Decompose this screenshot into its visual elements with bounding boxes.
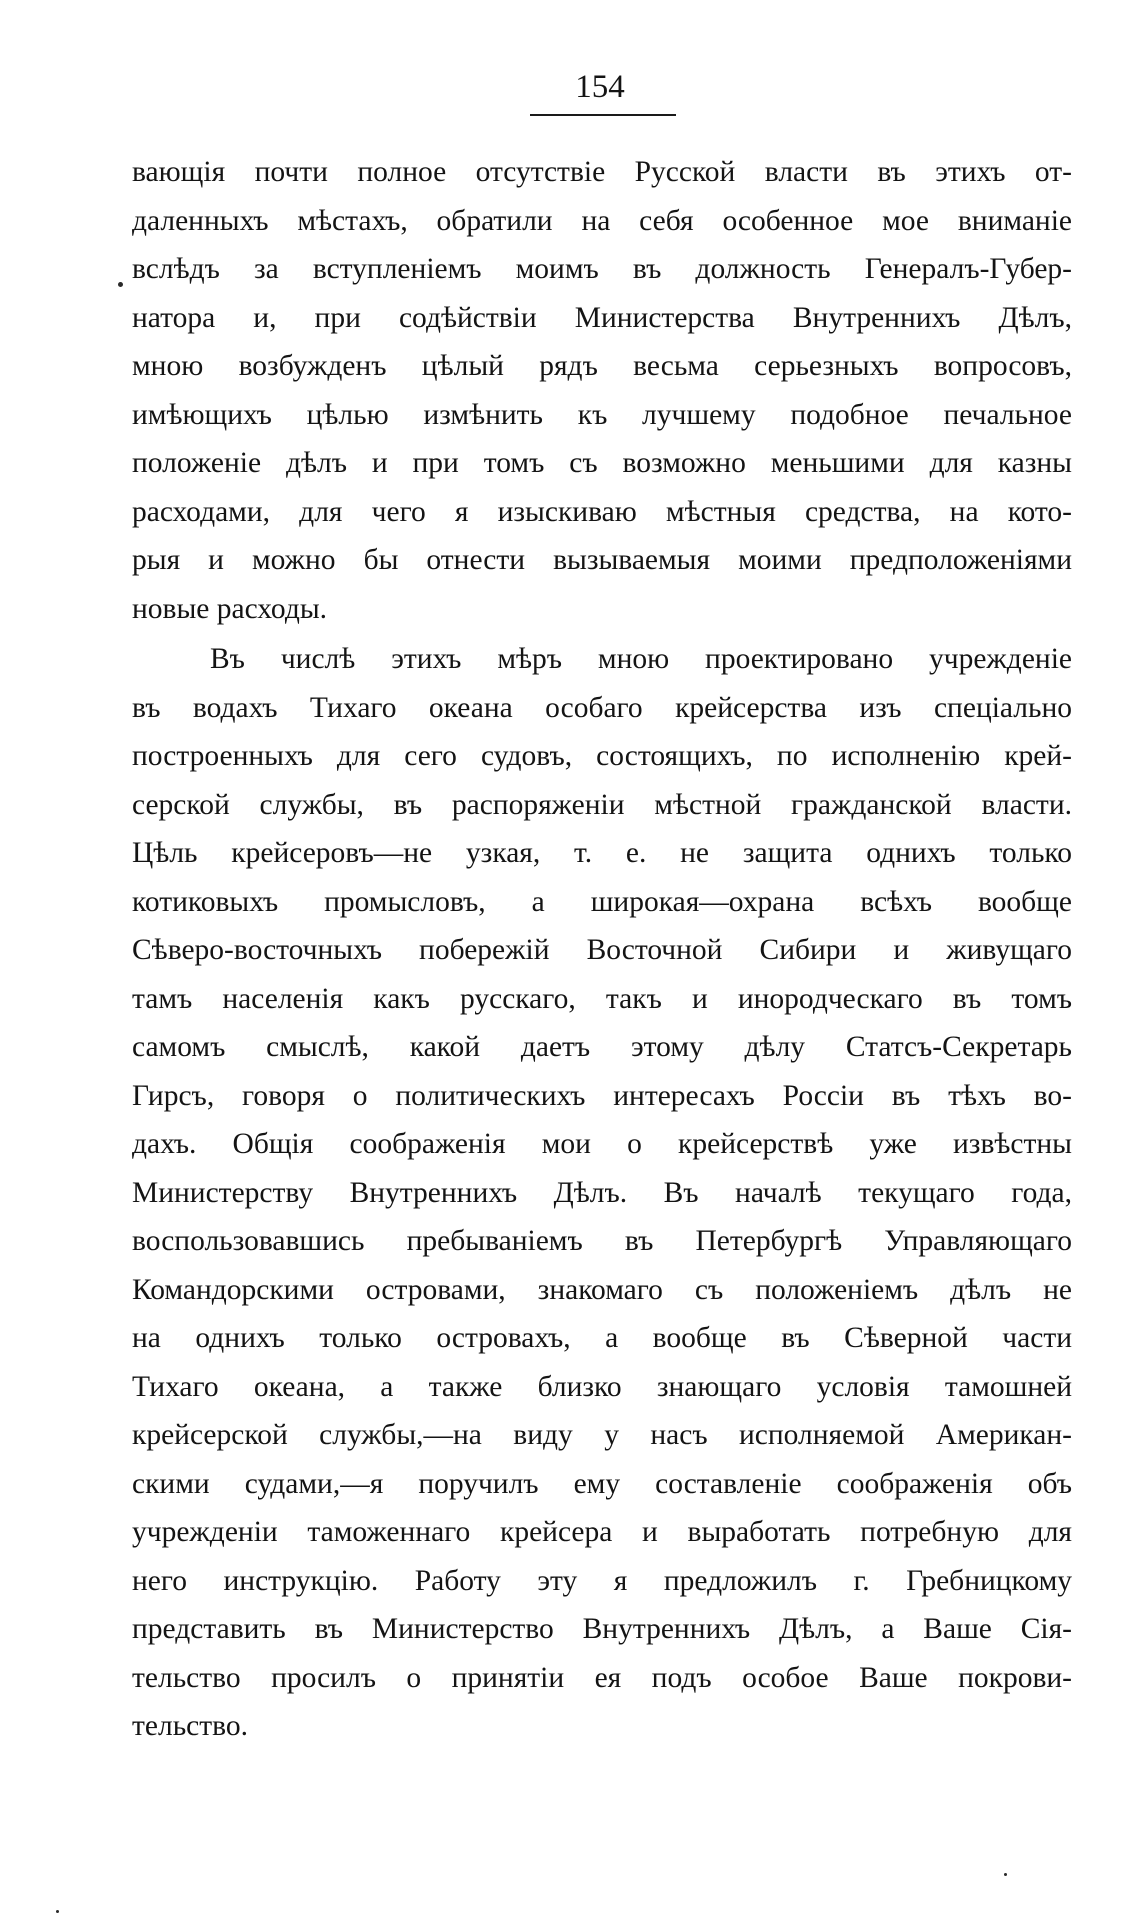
text-line: Цѣль крейсеровъ—не узкая, т. е. не защита однихъ только [132, 837, 1072, 869]
text-line: имѣющихъ цѣлью измѣнить къ лучшему подобное печальное [132, 398, 1072, 431]
text-line: въ водахъ Тихаго океана особаго крейсерства изъ спеціально [132, 691, 1072, 724]
scan-speck [118, 282, 123, 287]
header-rule [530, 114, 676, 116]
paragraph-1 [132, 148, 1072, 633]
text-line: построенныхъ для сего судовъ, состоящихъ, по исполненію крей- [132, 740, 1072, 772]
scan-speck [56, 1910, 59, 1913]
text-line: вслѣдъ за вступленіемъ моимъ въ должность Генералъ-Губер- [132, 253, 1072, 285]
text-line: скими судами,—я поручилъ ему составленіе соображенія объ [132, 1467, 1072, 1500]
text-line: котиковыхъ промысловъ, а широкая—охрана всѣхъ вообще [132, 885, 1072, 918]
text-line: тамъ населенія какъ русскаго, такъ и инородческаго въ томъ [132, 982, 1072, 1015]
text-line: даленныхъ мѣстахъ, обратили на себя особенное мое вниманіе [132, 204, 1072, 237]
scan-speck [1004, 1873, 1007, 1876]
paragraph-2 [132, 635, 1072, 1751]
text-line: расходами, для чего я изыскиваю мѣстныя средства, на кото- [132, 495, 1072, 528]
text-line: самомъ смыслѣ, какой даетъ этому дѣлу Статсъ-Секретарь [132, 1031, 1072, 1063]
text-line: натора и, при содѣйствіи Министерства Внутреннихъ Дѣлъ, [132, 301, 1072, 334]
text-body [132, 148, 1072, 1751]
text-line: тельство. [132, 1710, 248, 1742]
text-line: Командорскими островами, знакомаго съ положеніемъ дѣлъ не [132, 1273, 1072, 1306]
text-line: положеніе дѣлъ и при томъ съ возможно меньшими для казны [132, 447, 1072, 479]
text-line: серской службы, въ распоряженіи мѣстной гражданской власти. [132, 788, 1072, 821]
text-line: дахъ. Общія соображенія мои о крейсерствѣ уже извѣстны [132, 1128, 1072, 1160]
text-line: рыя и можно бы отнести вызываемыя моими предположеніями [132, 544, 1072, 576]
text-line: представить въ Министерство Внутреннихъ Дѣлъ, а Ваше Сія- [132, 1613, 1072, 1645]
text-line: на однихъ только островахъ, а вообще въ Сѣверной части [132, 1322, 1072, 1354]
text-line: крейсерской службы,—на виду у насъ исполняемой Американ- [132, 1419, 1072, 1451]
text-line: мною возбужденъ цѣлый рядъ весьма серьезныхъ вопросовъ, [132, 350, 1072, 382]
text-line: новые расходы. [132, 592, 328, 625]
page-number: 154 [575, 69, 625, 105]
text-line: Сѣверо-восточныхъ побережій Восточной Сибири и живущаго [132, 934, 1072, 966]
text-line: Въ числѣ этихъ мѣръ мною проектировано учрежденіе [210, 643, 1072, 675]
text-line: воспользовавшись пребываніемъ въ Петербургѣ Управляющаго [132, 1225, 1072, 1257]
text-line: Министерству Внутреннихъ Дѣлъ. Въ началѣ текущаго года, [132, 1176, 1072, 1209]
text-line: учрежденіи таможеннаго крейсера и выработать потребную для [132, 1516, 1072, 1548]
text-line: тельство просилъ о принятіи ея подъ особое Ваше покрови- [132, 1661, 1072, 1694]
text-line: вающія почти полное отсутствіе Русской власти въ этихъ от- [132, 156, 1072, 188]
text-line: Гирсъ, говоря о политическихъ интересахъ Россіи въ тѣхъ во- [132, 1079, 1072, 1112]
text-line: него инструкцію. Работу эту я предложилъ г. Гребницкому [132, 1564, 1072, 1597]
text-line: Тихаго океана, а также близко знающаго условія тамошней [132, 1370, 1072, 1403]
